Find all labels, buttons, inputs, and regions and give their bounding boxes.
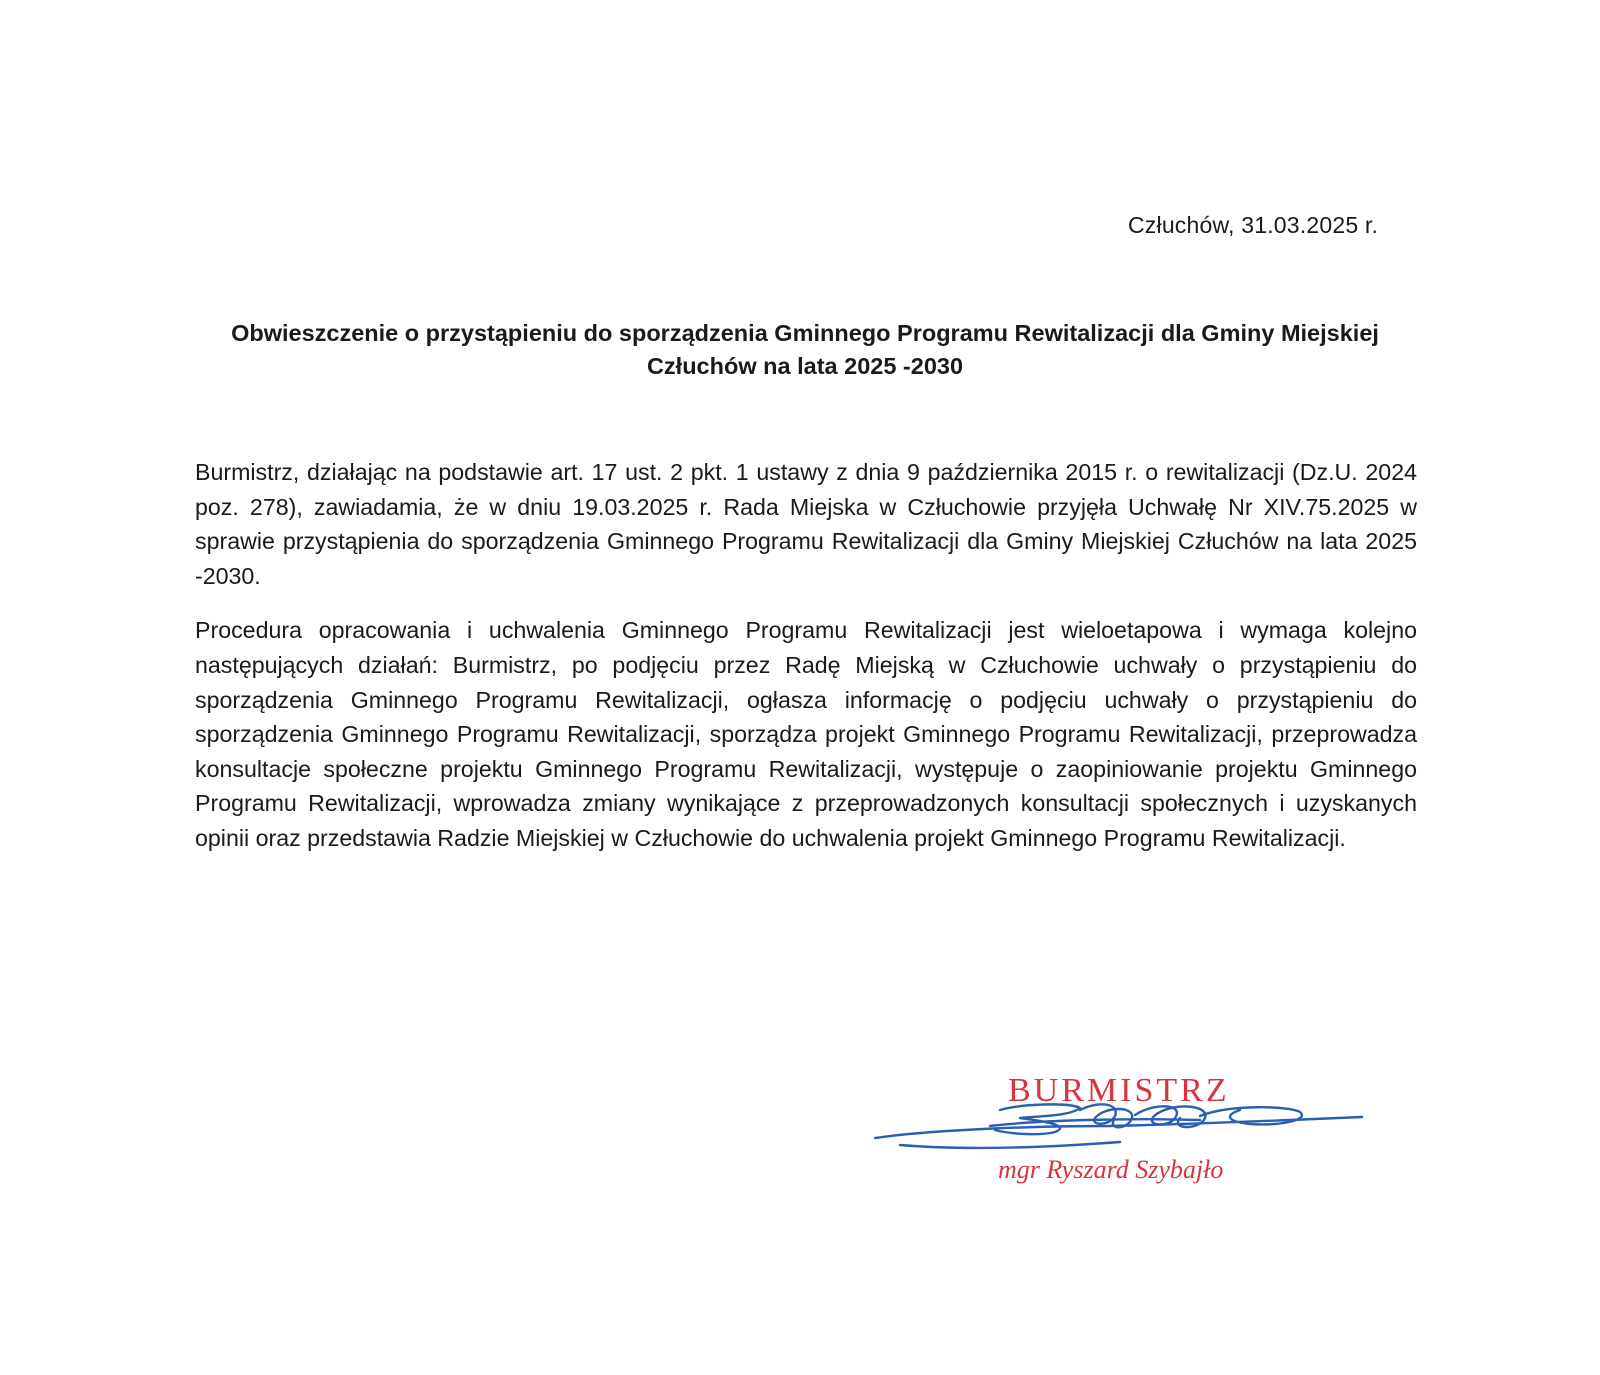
paragraph-1: Burmistrz, działając na podstawie art. 17 ust. 2 pkt. 1 ustawy z dnia 9 października 2015 r. o rewitalizacji (Dz.U. 2024 poz. 278), zawiadamia, że w dniu 19.03.2025 r. Rada Miejska w Człuchowie przyjęła Uchwałę Nr XIV.75.2025 w sprawie przystąpienia do sporządzenia Gminnego Programu Rewitalizacji dla Gminy Miejskiej Człuchów na lata 2025 -2030. — [195, 459, 1417, 589]
stamp-title: BURMISTRZ — [1008, 1072, 1230, 1109]
document-title: Obwieszczenie o przystąpieniu do sporządzenia Gminnego Programu Rewitalizacji dla Gminy Miejskiej Człuchów na lata 2025 -2030 — [231, 320, 1379, 379]
paragraph-2: Procedura opracowania i uchwalenia Gminnego Programu Rewitalizacji jest wieloetapowa i wymaga kolejno następujących działań: Burmistrz, po podjęciu przez Radę Miejską w Człuchowie uchwały o przystąpieniu do sporządzenia Gminnego Programu Rewitalizacji, ogłasza informację o podjęciu uchwały o przystąpieniu do sporządzenia Gminnego Programu Rewitalizacji, sporządza projekt Gminnego Programu Rewitalizacji, przeprowadza konsultacje społeczne projektu Gminnego Programu Rewitalizacji, występuje o zaopiniowanie projektu Gminnego Programu Rewitalizacji, wprowadza zmiany wynikające z przeprowadzonych konsultacji społecznych i uzyskanych opinii oraz przedstawia Radzie Miejskiej w Człuchowie do uchwalenia projekt Gminnego Programu Rewitalizacji. — [195, 617, 1417, 851]
stamp-name: mgr Ryszard Szybajło — [998, 1155, 1224, 1184]
handwritten-signature — [870, 1060, 1370, 1190]
document-body — [195, 455, 1417, 856]
place-date: Człuchów, 31.03.2025 r. — [1128, 212, 1379, 238]
signature-block — [870, 1060, 1370, 1190]
